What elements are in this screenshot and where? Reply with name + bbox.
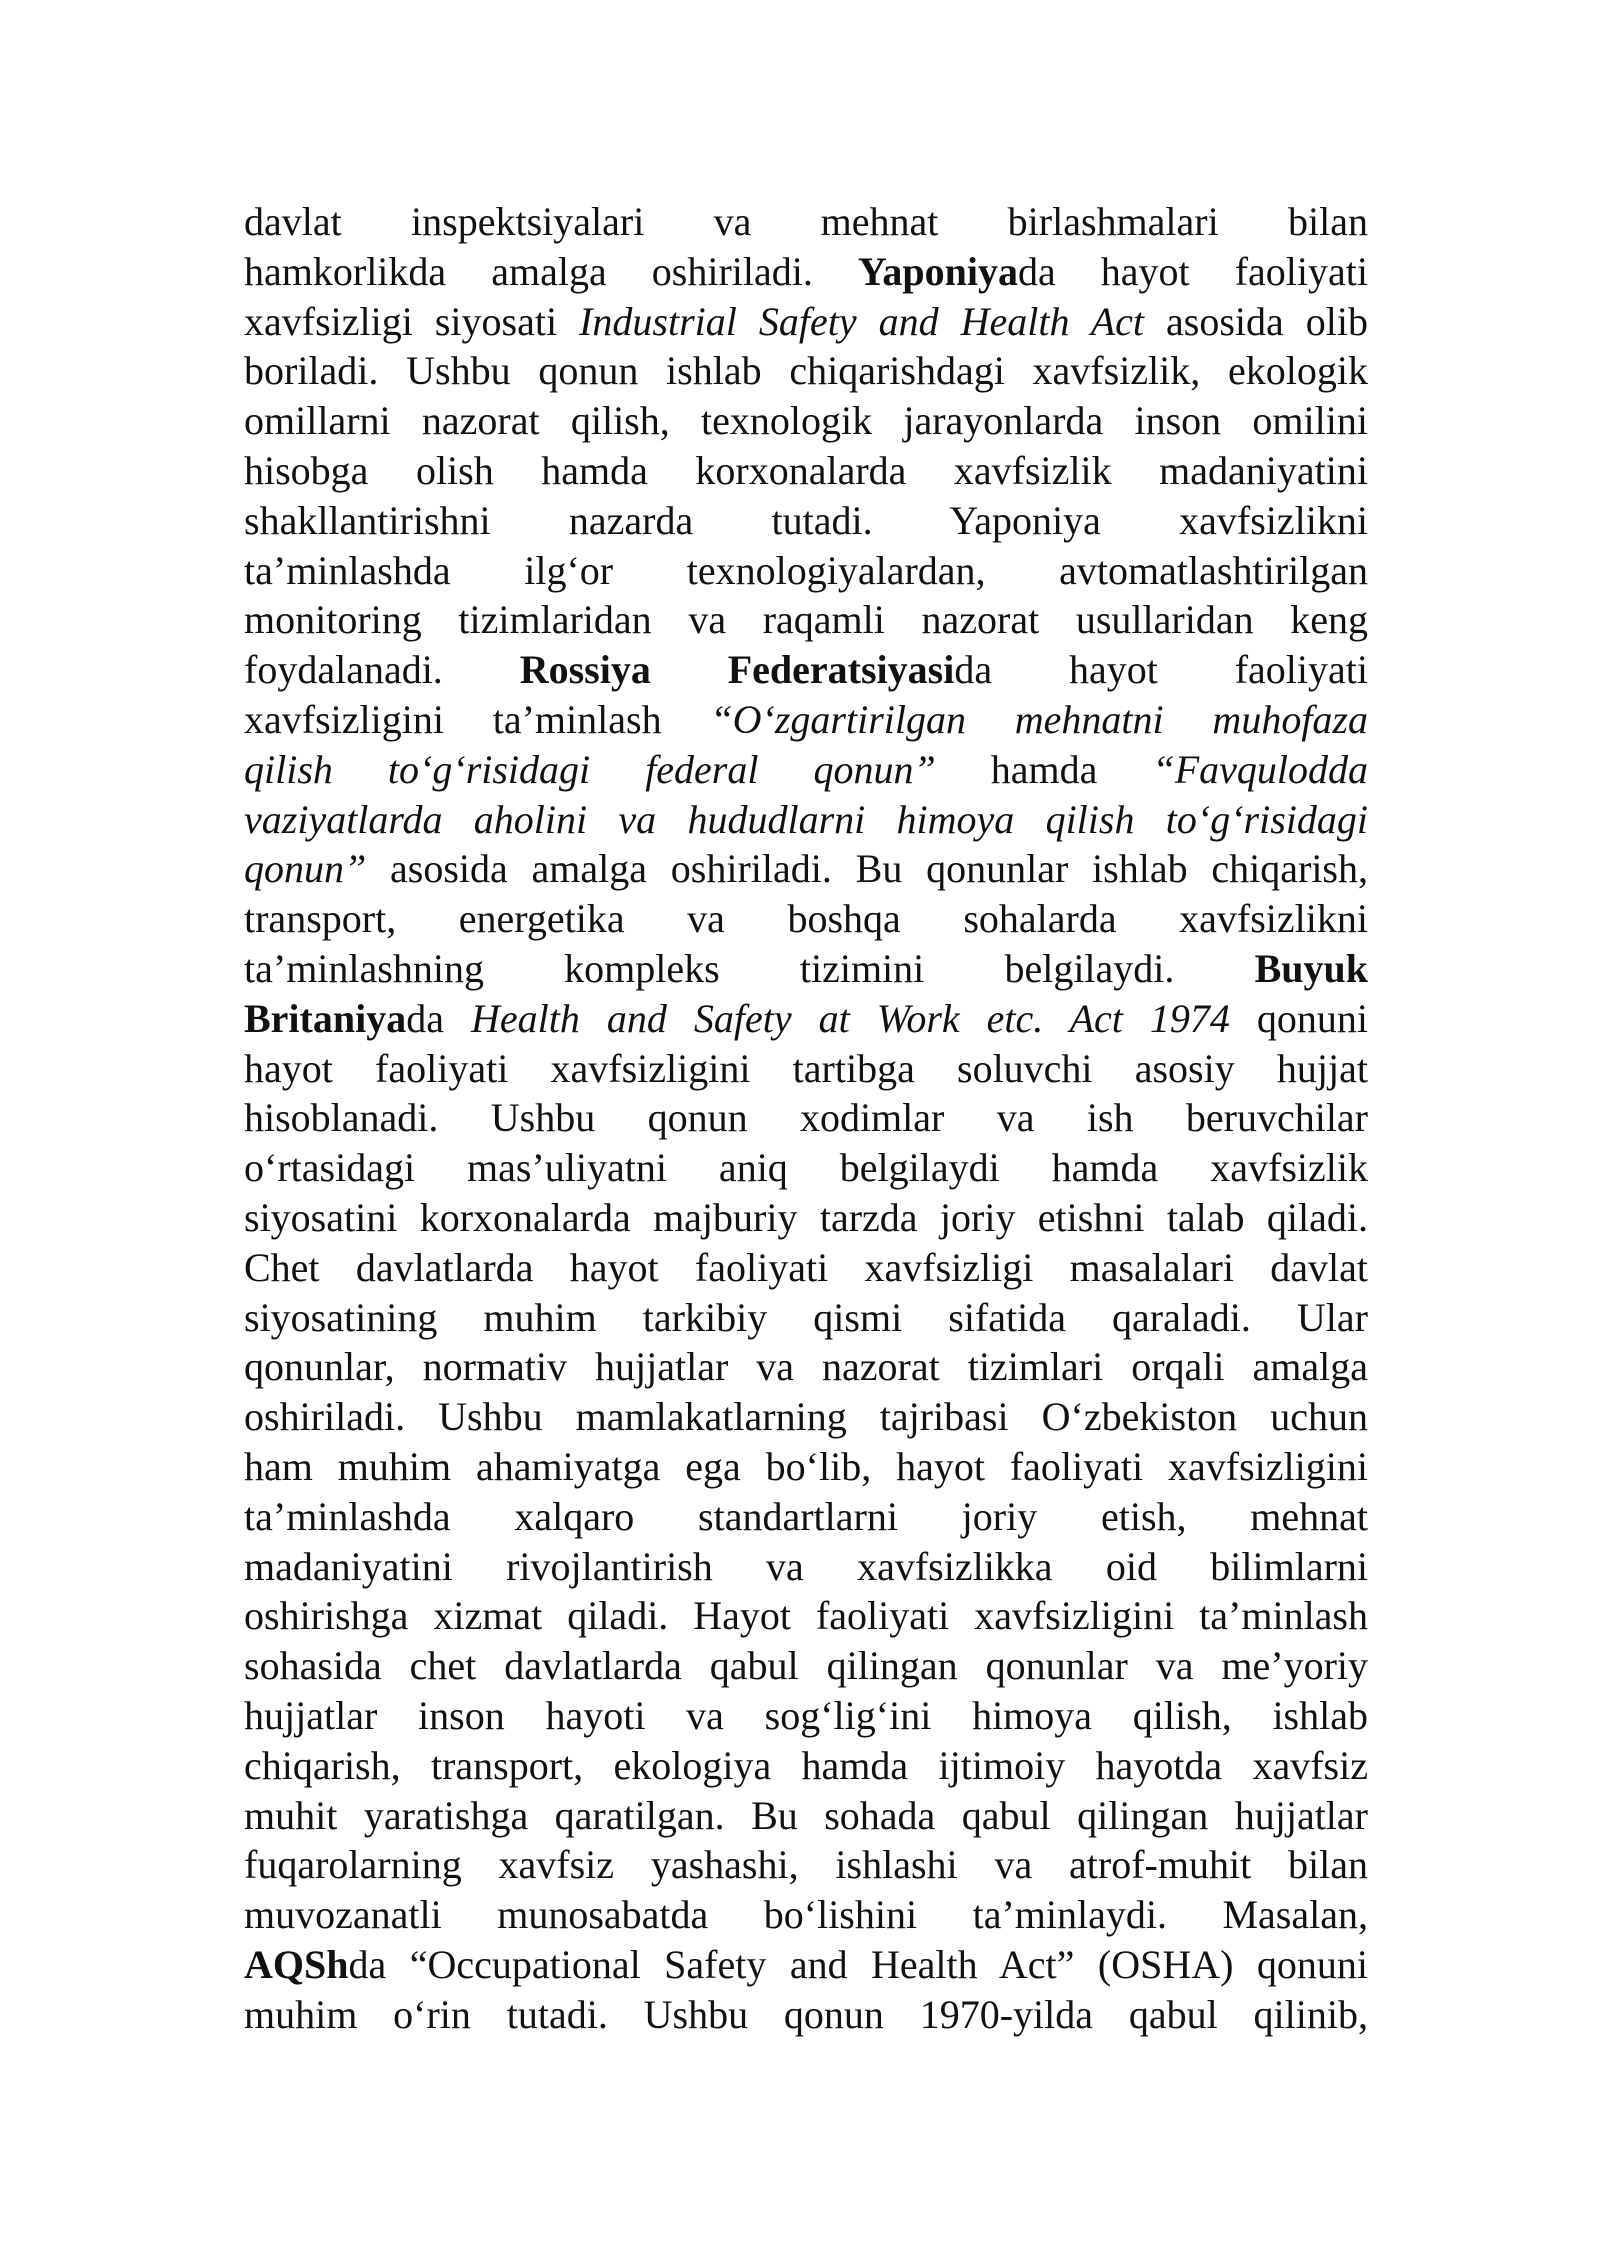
text-line [244,844,1368,894]
text-line [244,1093,1368,1143]
text-segment: hisobga olish hamda korxonalarda xavfsizlik madaniyatini [244,447,1368,493]
bold-text: Buyuk [1254,945,1368,991]
body-text [244,197,1368,2039]
text-line [244,247,1368,297]
text-line [244,944,1368,994]
text-line [244,1990,1368,2040]
text-segment: shakllantirishni nazarda tutadi. Yaponiya xavfsizlikni [244,497,1368,543]
text-segment: xavfsizligini ta’minlash [244,696,711,742]
text-segment: asosida olib [1144,298,1368,344]
text-segment: da [406,995,471,1041]
text-segment: qonunlar, normativ hujjatlar va nazorat tizimlari orqali amalga [244,1344,1368,1390]
text-segment: muhit yaratishga qaratilgan. Bu sohada qabul qilingan hujjatlar [244,1792,1368,1838]
text-segment: chiqarish, transport, ekologiya hamda ijtimoiy hayotda xavfsiz [244,1742,1368,1788]
text-line [244,1591,1368,1641]
text-segment: ta’minlashda ilg‘or texnologiyalardan, avtomatlashtirilgan [244,547,1368,593]
text-segment: muvozanatli munosabatda bo‘lishini ta’minlaydi. Masalan, [244,1892,1368,1938]
document-page [244,197,1368,2039]
text-segment: foydalanadi. [244,647,520,693]
italic-text: “Favqulodda [1152,746,1368,792]
text-line [244,1442,1368,1492]
text-segment: oshirishga xizmat qiladi. Hayot faoliyati xavfsizligini ta’minlash [244,1593,1368,1639]
text-line [244,1293,1368,1343]
text-segment: da hayot faoliyati [1017,248,1368,294]
text-line [244,795,1368,845]
text-line [244,496,1368,546]
text-line [244,1691,1368,1741]
text-line [244,297,1368,347]
text-segment: muhim o‘rin tutadi. Ushbu qonun 1970-yilda qabul qilinib, [244,1991,1368,2037]
text-line [244,595,1368,645]
text-line [244,1890,1368,1940]
text-line [244,1492,1368,1542]
text-line [244,1840,1368,1890]
text-line [244,396,1368,446]
text-line [244,546,1368,596]
text-segment: madaniyatini rivojlantirish va xavfsizlikka oid bilimlarni [244,1543,1368,1589]
text-segment: transport, energetika va boshqa sohalarda xavfsizlikni [244,896,1368,942]
text-line [244,994,1368,1044]
italic-text: vaziyatlarda aholini va hududlarni himoya qilish to‘g‘risidagi [244,796,1368,842]
text-line [244,1392,1368,1442]
text-line [244,745,1368,795]
text-segment: o‘rtasidagi mas’uliyatni aniq belgilaydi hamda xavfsizlik [244,1145,1368,1191]
text-segment: boriladi. Ushbu qonun ishlab chiqarishdagi xavfsizlik, ekologik [244,348,1368,394]
italic-text: “O‘zgartirilgan mehnatni muhofaza [710,696,1368,742]
text-segment: ta’minlashning kompleks tizimini belgilaydi. [244,945,1255,991]
bold-text: Britaniya [244,995,407,1041]
italic-text: Health and Safety at Work etc. Act 1974 [471,995,1230,1041]
text-segment: hisoblanadi. Ushbu qonun xodimlar va ish beruvchilar [244,1095,1368,1141]
text-line [244,197,1368,247]
text-segment: da “Occupational Safety and Health Act” (OSHA) qonuni [348,1941,1368,1987]
text-segment: ham muhim ahamiyatga ega bo‘lib, hayot faoliyati xavfsizligini [244,1443,1368,1489]
text-line [244,446,1368,496]
text-segment: siyosatining muhim tarkibiy qismi sifatida qaraladi. Ular [244,1294,1368,1340]
text-line [244,1193,1368,1243]
text-segment: fuqarolarning xavfsiz yashashi, ishlashi va atrof-muhit bilan [244,1842,1368,1888]
text-segment: monitoring tizimlaridan va raqamli nazorat usullaridan keng [244,597,1368,643]
text-line [244,346,1368,396]
text-segment: davlat inspektsiyalari va mehnat birlashmalari bilan [244,199,1368,244]
bold-text: Yaponiya [857,248,1018,294]
text-segment: hamkorlikda amalga oshiriladi. [244,248,858,294]
text-segment: ta’minlashda xalqaro standartlarni joriy etish, mehnat [244,1493,1368,1539]
bold-text: AQSh [244,1941,349,1987]
text-line [244,1243,1368,1293]
text-segment: hayot faoliyati xavfsizligini tartibga soluvchi asosiy hujjat [244,1045,1368,1091]
text-segment: xavfsizligi siyosati [244,298,580,344]
text-line [244,1542,1368,1592]
text-line [244,1342,1368,1392]
text-segment: omillarni nazorat qilish, texnologik jarayonlarda inson omilini [244,398,1368,444]
text-segment: Chet davlatlarda hayot faoliyati xavfsizligi masalalari davlat [244,1244,1368,1290]
text-line [244,1641,1368,1691]
text-line [244,894,1368,944]
text-segment: oshiriladi. Ushbu mamlakatlarning tajribasi O‘zbekiston uchun [244,1394,1368,1440]
text-line [244,645,1368,695]
text-segment: siyosatini korxonalarda majburiy tarzda joriy etishni talab qiladi. [244,1194,1368,1240]
text-segment: hamda [935,746,1153,792]
italic-text: Industrial Safety and Health Act [579,298,1145,344]
text-line [244,1143,1368,1193]
text-segment: sohasida chet davlatlarda qabul qilingan qonunlar va me’yoriy [244,1643,1368,1689]
italic-text: qonun” [244,846,367,892]
text-line [244,1791,1368,1841]
text-line [244,1741,1368,1791]
text-segment: qonuni [1229,995,1368,1041]
text-segment: da hayot faoliyati [954,647,1368,693]
text-line [244,1044,1368,1094]
text-line [244,1940,1368,1990]
bold-text: Rossiya Federatsiyasi [519,647,955,693]
text-segment: hujjatlar inson hayoti va sog‘lig‘ini himoya qilish, ishlab [244,1692,1368,1738]
text-segment: asosida amalga oshiriladi. Bu qonunlar ishlab chiqarish, [366,846,1368,892]
italic-text: qilish to‘g‘risidagi federal qonun” [244,746,936,792]
text-line [244,695,1368,745]
